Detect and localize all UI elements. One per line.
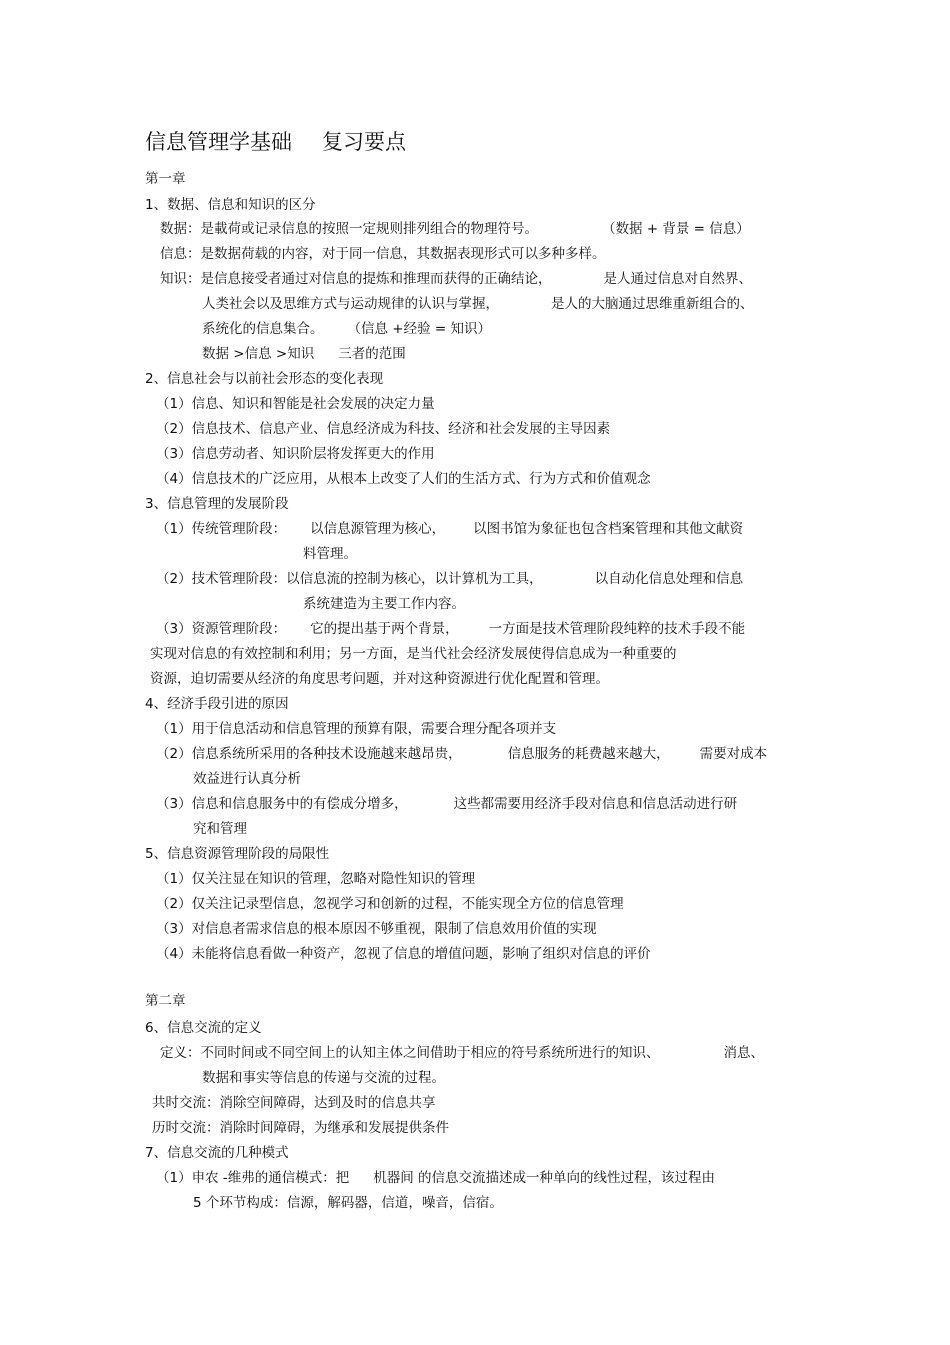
- section-6-line: 历时交流：消除时间障碍，为继承和发展提供条件: [152, 1120, 449, 1136]
- title-main: 信息管理学基础: [145, 130, 292, 154]
- list-item: （1）传统管理阶段： 以信息源管理为核心， 以图书馆为象征也包含档案管理和其他文献资: [156, 521, 744, 537]
- list-item: （1）申农 -维弗的通信模式：把 机器间 的信息交流描述成一种单向的线性过程，该过程由: [156, 1170, 716, 1186]
- list-item: （2）信息系统所采用的各种技术设施越来越昂贵， 信息服务的耗费越来越大， 需要对成本: [156, 746, 768, 762]
- section-5-heading: 5、信息资源管理阶段的局限性: [145, 846, 330, 862]
- title-sub: 复习要点: [322, 130, 406, 154]
- list-item: （1）用于信息活动和信息管理的预算有限，需要合理分配各项并支: [156, 721, 557, 737]
- list-item: （4）未能将信息看做一种资产，忽视了信息的增值问题，影响了组织对信息的评价: [156, 946, 651, 962]
- chapter-2-heading: 第二章: [145, 993, 186, 1009]
- list-item-continued: 效益进行认真分析: [193, 771, 301, 787]
- list-item-continued: 系统建造为主要工作内容。: [303, 596, 465, 612]
- list-item: （3）信息劳动者、知识阶层将发挥更大的作用: [156, 446, 435, 462]
- section-1-line: 知识：是信息接受者通过对信息的提炼和推理而获得的正确结论， 是人通过信息对自然界、: [160, 271, 752, 287]
- section-1-line: 数据：是載荷或记录信息的按照一定规则排列组合的物理符号。 （数据 + 背景 = 信息）: [160, 221, 750, 237]
- list-item: （2）技术管理阶段：以信息流的控制为核心，以计算机为工具， 以自动化信息处理和信息: [156, 571, 744, 587]
- list-item: （1）信息、知识和智能是社会发展的决定力量: [156, 396, 435, 412]
- list-item: （3）资源管理阶段： 它的提出基于两个背景， 一方面是技术管理阶段纯粹的技术手段不能: [156, 621, 746, 637]
- list-item-continued: 资源，迫切需要从经济的角度思考问题，并对这种资源进行优化配置和管理。: [150, 671, 609, 687]
- section-6-line: 数据和事实等信息的传递与交流的过程。: [202, 1070, 445, 1086]
- section-6-line: 共时交流：消除空间障碍，达到及时的信息共享: [152, 1095, 436, 1111]
- section-7-heading: 7、信息交流的几种模式: [145, 1145, 289, 1161]
- section-3-heading: 3、信息管理的发展阶段: [145, 496, 289, 512]
- section-1-line: 信息：是数据荷载的内容，对于同一信息，其数据表现形式可以多种多样。: [160, 246, 606, 262]
- list-item: （3）信息和信息服务中的有偿成分增多， 这些都需要用经济手段对信息和信息活动进行研: [156, 796, 738, 812]
- list-item: （4）信息技术的广泛应用，从根本上改变了人们的生活方式、行为方式和价值观念: [156, 471, 651, 487]
- section-6-heading: 6、信息交流的定义: [145, 1020, 262, 1036]
- section-4-heading: 4、经济手段引进的原因: [145, 696, 289, 712]
- list-item-continued: 实现对信息的有效控制和利用；另一方面，是当代社会经济发展使得信息成为一种重要的: [150, 646, 677, 662]
- list-item: （3）对信息者需求信息的根本原因不够重视，限制了信息效用价值的实现: [156, 921, 597, 937]
- document-title: [145, 128, 406, 156]
- section-2-heading: 2、信息社会与以前社会形态的变化表现: [145, 371, 384, 387]
- list-item: （2）仅关注记录型信息，忽视学习和创新的过程，不能实现全方位的信息管理: [156, 896, 624, 912]
- list-item-continued: 5 个环节构成：信源，解码器，信道，噪音，信宿。: [193, 1195, 503, 1211]
- list-item: （2）信息技术、信息产业、信息经济成为科技、经济和社会发展的主导因素: [156, 421, 611, 437]
- section-1-heading: 1、数据、信息和知识的区分: [145, 197, 316, 213]
- section-6-line: 定义：不同时间或不同空间上的认知主体之间借助于相应的符号系统所进行的知识、 消息、: [160, 1045, 764, 1061]
- list-item-continued: 究和管理: [193, 821, 247, 837]
- list-item-continued: 料管理。: [303, 546, 357, 562]
- list-item: （1）仅关注显在知识的管理，忽略对隐性知识的管理: [156, 871, 476, 887]
- section-1-line: 人类社会以及思维方式与运动规律的认识与掌握， 是人的大脑通过思维重新组合的、: [202, 296, 754, 312]
- section-1-line: 系统化的信息集合。 （信息 +经验 = 知识）: [202, 321, 491, 337]
- chapter-1-heading: 第一章: [145, 171, 186, 187]
- section-1-line: 数据 >信息 >知识 三者的范围: [202, 346, 406, 362]
